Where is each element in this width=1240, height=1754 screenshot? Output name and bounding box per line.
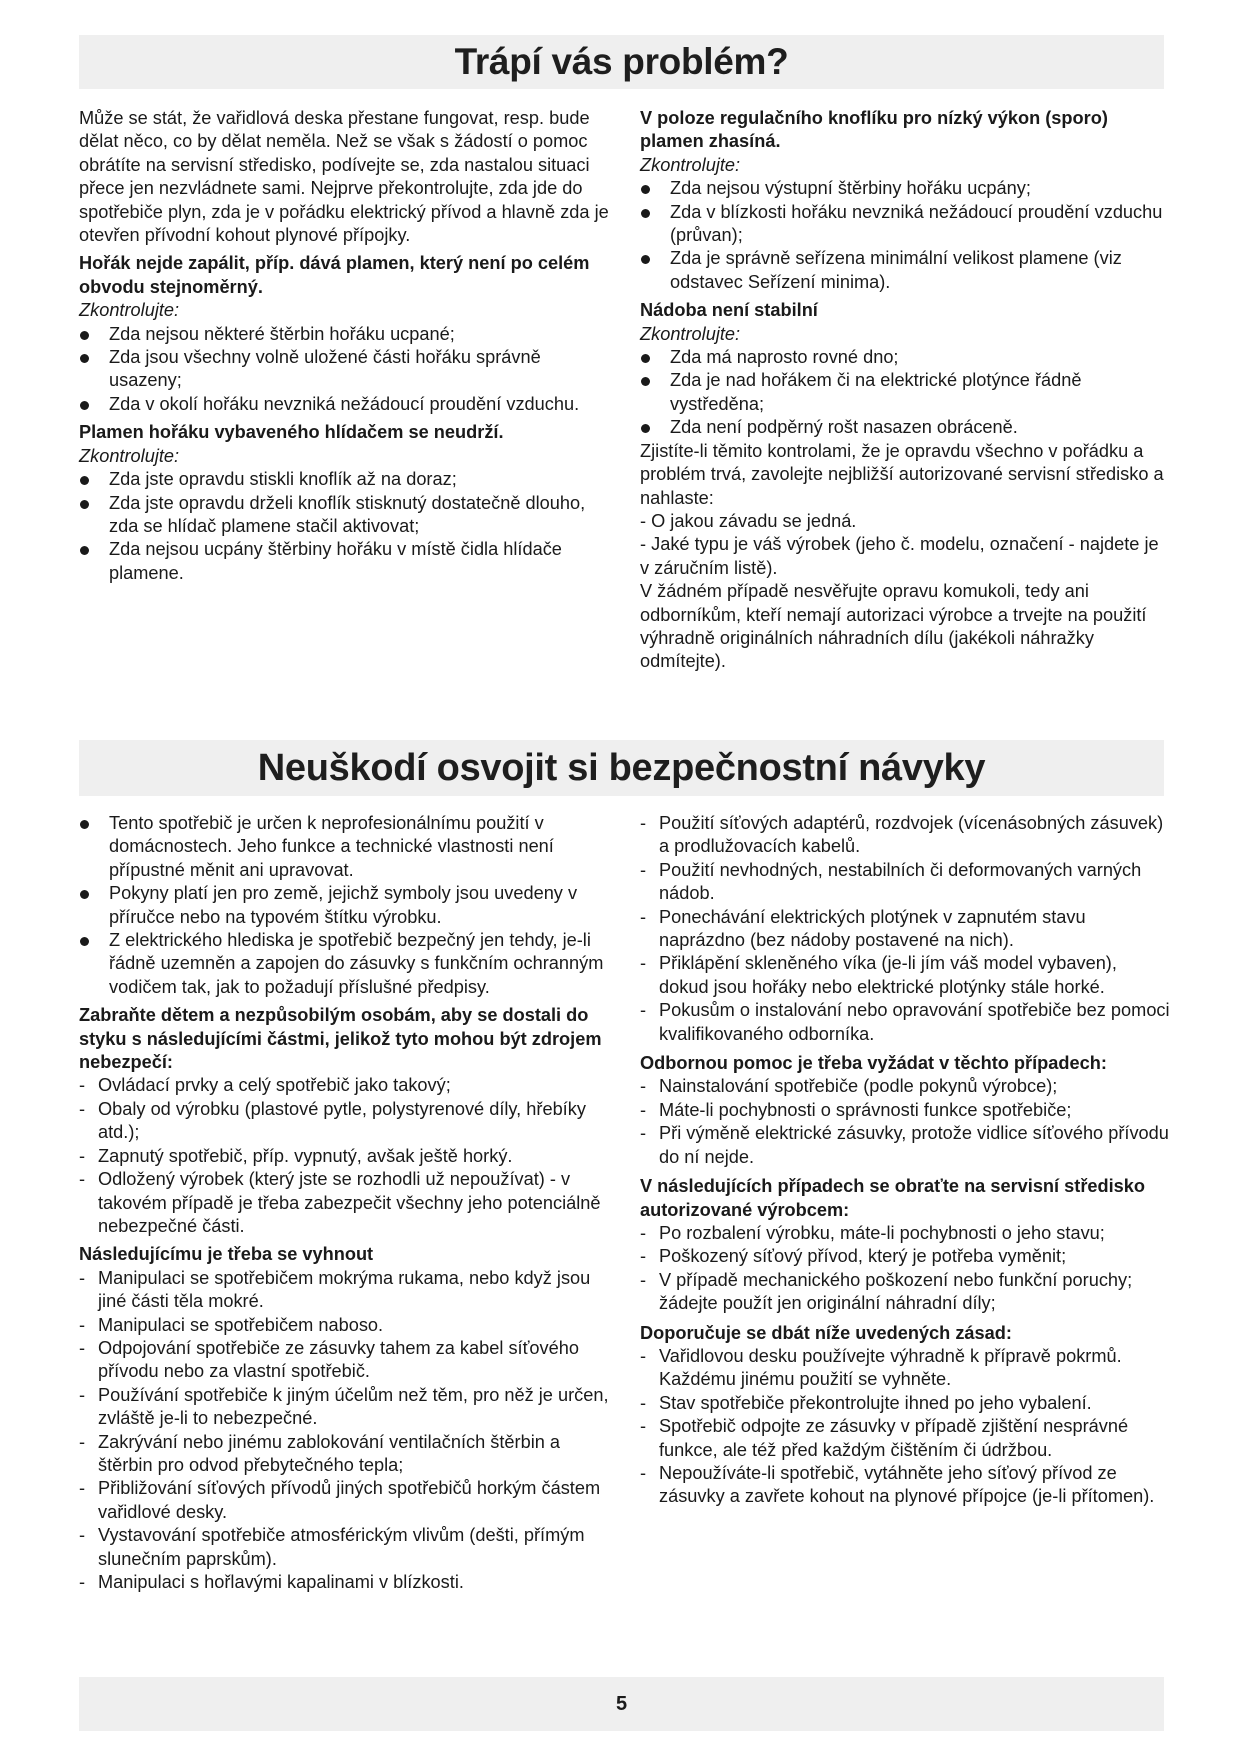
list-item: Zda jste opravdu stiskli knoflík až na doraz; <box>79 468 609 491</box>
list-item: Zda v blízkosti hořáku nevzniká nežádoucí proudění vzduchu (průvan); <box>640 201 1170 248</box>
list-item: Tento spotřebič je určen k neprofesionálnímu použití v domácnostech. Jeho funkce a technické vlastnosti není přípustné měnit ani upravovat. <box>79 812 609 882</box>
list-item: Zda není podpěrný rošt nasazen obráceně. <box>640 416 1170 439</box>
list-item: - Pokusům o instalování nebo opravování spotřebiče bez pomoci kvalifikovaného odborníka. <box>640 999 1170 1046</box>
list-item: - Vařidlovou desku používejte výhradně k přípravě pokrmů. Každému jinému použití se vyhněte. <box>640 1345 1170 1392</box>
list-item: - Nepoužíváte-li spotřebič, vytáhněte jeho síťový přívod ze zásuvky a zavřete kohout na plynové přípojce (je-li přítomen). <box>640 1462 1170 1509</box>
avoid-list-continued <box>640 812 1170 1046</box>
list-item: - Zapnutý spotřebič, příp. vypnutý, avšak ještě horký. <box>79 1145 609 1168</box>
list-item: - Máte-li pochybnosti o správnosti funkce spotřebiče; <box>640 1099 1170 1122</box>
recommend-list <box>640 1345 1170 1509</box>
list-item: - Ponechávání elektrických plotýnek v zapnutém stavu naprázdno (bez nádoby postavené na nich). <box>640 906 1170 953</box>
section-title-band <box>79 740 1164 796</box>
list-item: - Nainstalování spotřebiče (podle pokynů výrobce); <box>640 1075 1170 1098</box>
page-footer <box>79 1677 1164 1731</box>
list-item: Z elektrického hlediska je spotřebič bezpečný jen tehdy, je-li řádně uzemněn a zapojen do zásuvky s funkčním ochranným vodičem tak, jak to požadují příslušné předpisy. <box>79 929 609 999</box>
list-item: Zda nejsou ucpány štěrbiny hořáku v místě čidla hlídače plamene. <box>79 538 609 585</box>
list-item: - Používání spotřebiče k jiným účelům než těm, pro něž je určen, zvláště je-li to nebezpečné. <box>79 1384 609 1431</box>
expert-heading: Odbornou pomoc je třeba vyžádat v těchto případech: <box>640 1053 1107 1074</box>
section-title: Neuškodí osvojit si bezpečnostní návyky <box>257 746 986 789</box>
list-item: - Manipulaci se spotřebičem mokrýma rukama, nebo když jsou jiné části těla mokré. <box>79 1267 609 1314</box>
list-item: - Po rozbalení výrobku, máte-li pochybnosti o jeho stavu; <box>640 1222 1170 1245</box>
children-heading: Zabraňte dětem a nezpůsobilým osobám, aby se dostali do styku s následujícími částmi, jelikož tyto mohou být zdrojem nebezpečí: <box>79 1005 602 1073</box>
list-item: Zda jsou všechny volně uložené části hořáku správně usazeny; <box>79 346 609 393</box>
safety-left-column <box>79 812 609 1599</box>
troubleshooting-right-column <box>640 107 1170 674</box>
avoid-list <box>79 1267 609 1595</box>
check-list <box>640 346 1170 440</box>
safety-right-column <box>640 812 1170 1514</box>
list-item: - Vystavování spotřebiče atmosférickým vlivům (dešti, přímým slunečním paprskům). <box>79 1524 609 1571</box>
check-list <box>640 177 1170 294</box>
list-item: - Přiklápění skleněného víka (je-li jím váš model vybaven), dokud jsou hořáky nebo elektrické plotýnky stále horké. <box>640 952 1170 999</box>
list-item: - Použití nevhodných, nestabilních či deformovaných varných nádob. <box>640 859 1170 906</box>
list-item: Zda nejsou výstupní štěrbiny hořáku ucpány; <box>640 177 1170 200</box>
list-item: - Spotřebič odpojte ze zásuvky v případě zjištění nesprávné funkce, ale též před každým čištěním či údržbou. <box>640 1415 1170 1462</box>
check-label: Zkontrolujte: <box>79 300 180 321</box>
list-item: - Poškozený síťový přívod, který je potřeba vyměnit; <box>640 1245 1170 1268</box>
list-item: - Zakrývání nebo jinému zablokování ventilačních štěrbin a štěrbin pro odvod přebytečného tepla; <box>79 1431 609 1478</box>
check-label: Zkontrolujte: <box>640 323 741 344</box>
list-item: - Použití síťových adaptérů, rozdvojek (vícenásobných zásuvek) a prodlužovacích kabelů. <box>640 812 1170 859</box>
check-label: Zkontrolujte: <box>640 154 741 175</box>
list-item: - Ovládací prvky a celý spotřebič jako takový; <box>79 1074 609 1097</box>
list-item: Zda je nad hořákem či na elektrické plotýnce řádně vystředěna; <box>640 369 1170 416</box>
problem-heading: Nádoba není stabilní <box>640 300 818 321</box>
service-list <box>640 1222 1170 1316</box>
troubleshooting-left-column <box>79 107 609 590</box>
list-item: - Odpojování spotřebiče ze zásuvky tahem za kabel síťového přívodu nebo za vlastní spotřebič. <box>79 1337 609 1384</box>
list-item: - Manipulaci se spotřebičem naboso. <box>79 1314 609 1337</box>
safety-bullets <box>79 812 609 999</box>
closing-paragraph: Zjistíte-li těmito kontrolami, že je opravdu všechno v pořádku a problém trvá, zavolejte nejbližší autorizované servisní středisko a nahlaste: <box>640 440 1164 508</box>
problem-heading: V poloze regulačního knoflíku pro nízký výkon (sporo) plamen zhasíná. <box>640 108 1108 152</box>
problem-heading: Plamen hořáku vybaveného hlídačem se neudrží. <box>79 422 504 443</box>
check-list <box>79 468 609 585</box>
list-item: Pokyny platí jen pro země, jejichž symboly jsou uvedeny v příručce nebo na typovém štítku výrobku. <box>79 882 609 929</box>
problem-heading: Hořák nejde zapálit, příp. dává plamen, který není po celém obvodu stejnoměrný. <box>79 253 590 297</box>
closing-final: V žádném případě nesvěřujte opravu komukoli, tedy ani odborníkům, kteří nemají autorizaci výrobce a trvejte na použití výhradně originálních náhradních dílu (jakékoli náhražky odmítejte). <box>640 581 1147 672</box>
list-item: - Stav spotřebiče překontrolujte ihned po jeho vybalení. <box>640 1392 1170 1415</box>
closing-line: - O jakou závadu se jedná. <box>640 510 857 531</box>
service-heading: V následujících případech se obraťte na servisní středisko autorizované výrobcem: <box>640 1176 1146 1220</box>
closing-line: - Jaké typu je váš výrobek (jeho č. modelu, označení - najdete je v záručním listě). <box>640 534 1159 578</box>
list-item: Zda v okolí hořáku nevzniká nežádoucí proudění vzduchu. <box>79 393 609 416</box>
list-item: Zda je správně seřízena minimální velikost plamene (viz odstavec Seřízení minima). <box>640 247 1170 294</box>
list-item: - Přibližování síťových přívodů jiných spotřebičů horkým částem vařidlové desky. <box>79 1477 609 1524</box>
list-item: Zda nejsou některé štěrbin hořáku ucpané; <box>79 323 609 346</box>
children-list <box>79 1074 609 1238</box>
check-label: Zkontrolujte: <box>79 445 180 466</box>
recommend-heading: Doporučuje se dbát níže uvedených zásad: <box>640 1322 1012 1343</box>
avoid-heading: Následujícímu je třeba se vyhnout <box>79 1244 374 1265</box>
intro-paragraph: Může se stát, že vařidlová deska přestane fungovat, resp. bude dělat něco, co by dělat neměla. Než se však s žádostí o pomoc obrátíte na servisní středisko, podívejte se, zda nastalou situaci přece jen nezvládnete sami. Nejprve překontrolujte, zda jde do spotřebiče plyn, zda je v pořádku elektrický přívod a hlavně zda je otevřen přívodní kohout plynové přípojky. <box>79 108 609 246</box>
list-item: - Odložený výrobek (který jste se rozhodli už nepoužívat) - v takovém případě je třeba zabezpečit všechny jeho potenciálně nebezpečné části. <box>79 1168 609 1238</box>
page-number: 5 <box>615 1692 628 1715</box>
check-list <box>79 323 609 417</box>
section-title-band <box>79 35 1164 89</box>
expert-list <box>640 1075 1170 1169</box>
list-item: - Manipulaci s hořlavými kapalinami v blízkosti. <box>79 1571 609 1594</box>
list-item: Zda jste opravdu drželi knoflík stisknutý dostatečně dlouho, zda se hlídač plamene stačil aktivovat; <box>79 492 609 539</box>
list-item: - Při výměně elektrické zásuvky, protože vidlice síťového přívodu do ní nejde. <box>640 1122 1170 1169</box>
list-item: - Obaly od výrobku (plastové pytle, polystyrenové díly, hřebíky atd.); <box>79 1098 609 1145</box>
section-title: Trápí vás problém? <box>454 41 789 82</box>
list-item: Zda má naprosto rovné dno; <box>640 346 1170 369</box>
list-item: - V případě mechanického poškození nebo funkční poruchy; žádejte použít jen originální náhradní díly; <box>640 1269 1170 1316</box>
